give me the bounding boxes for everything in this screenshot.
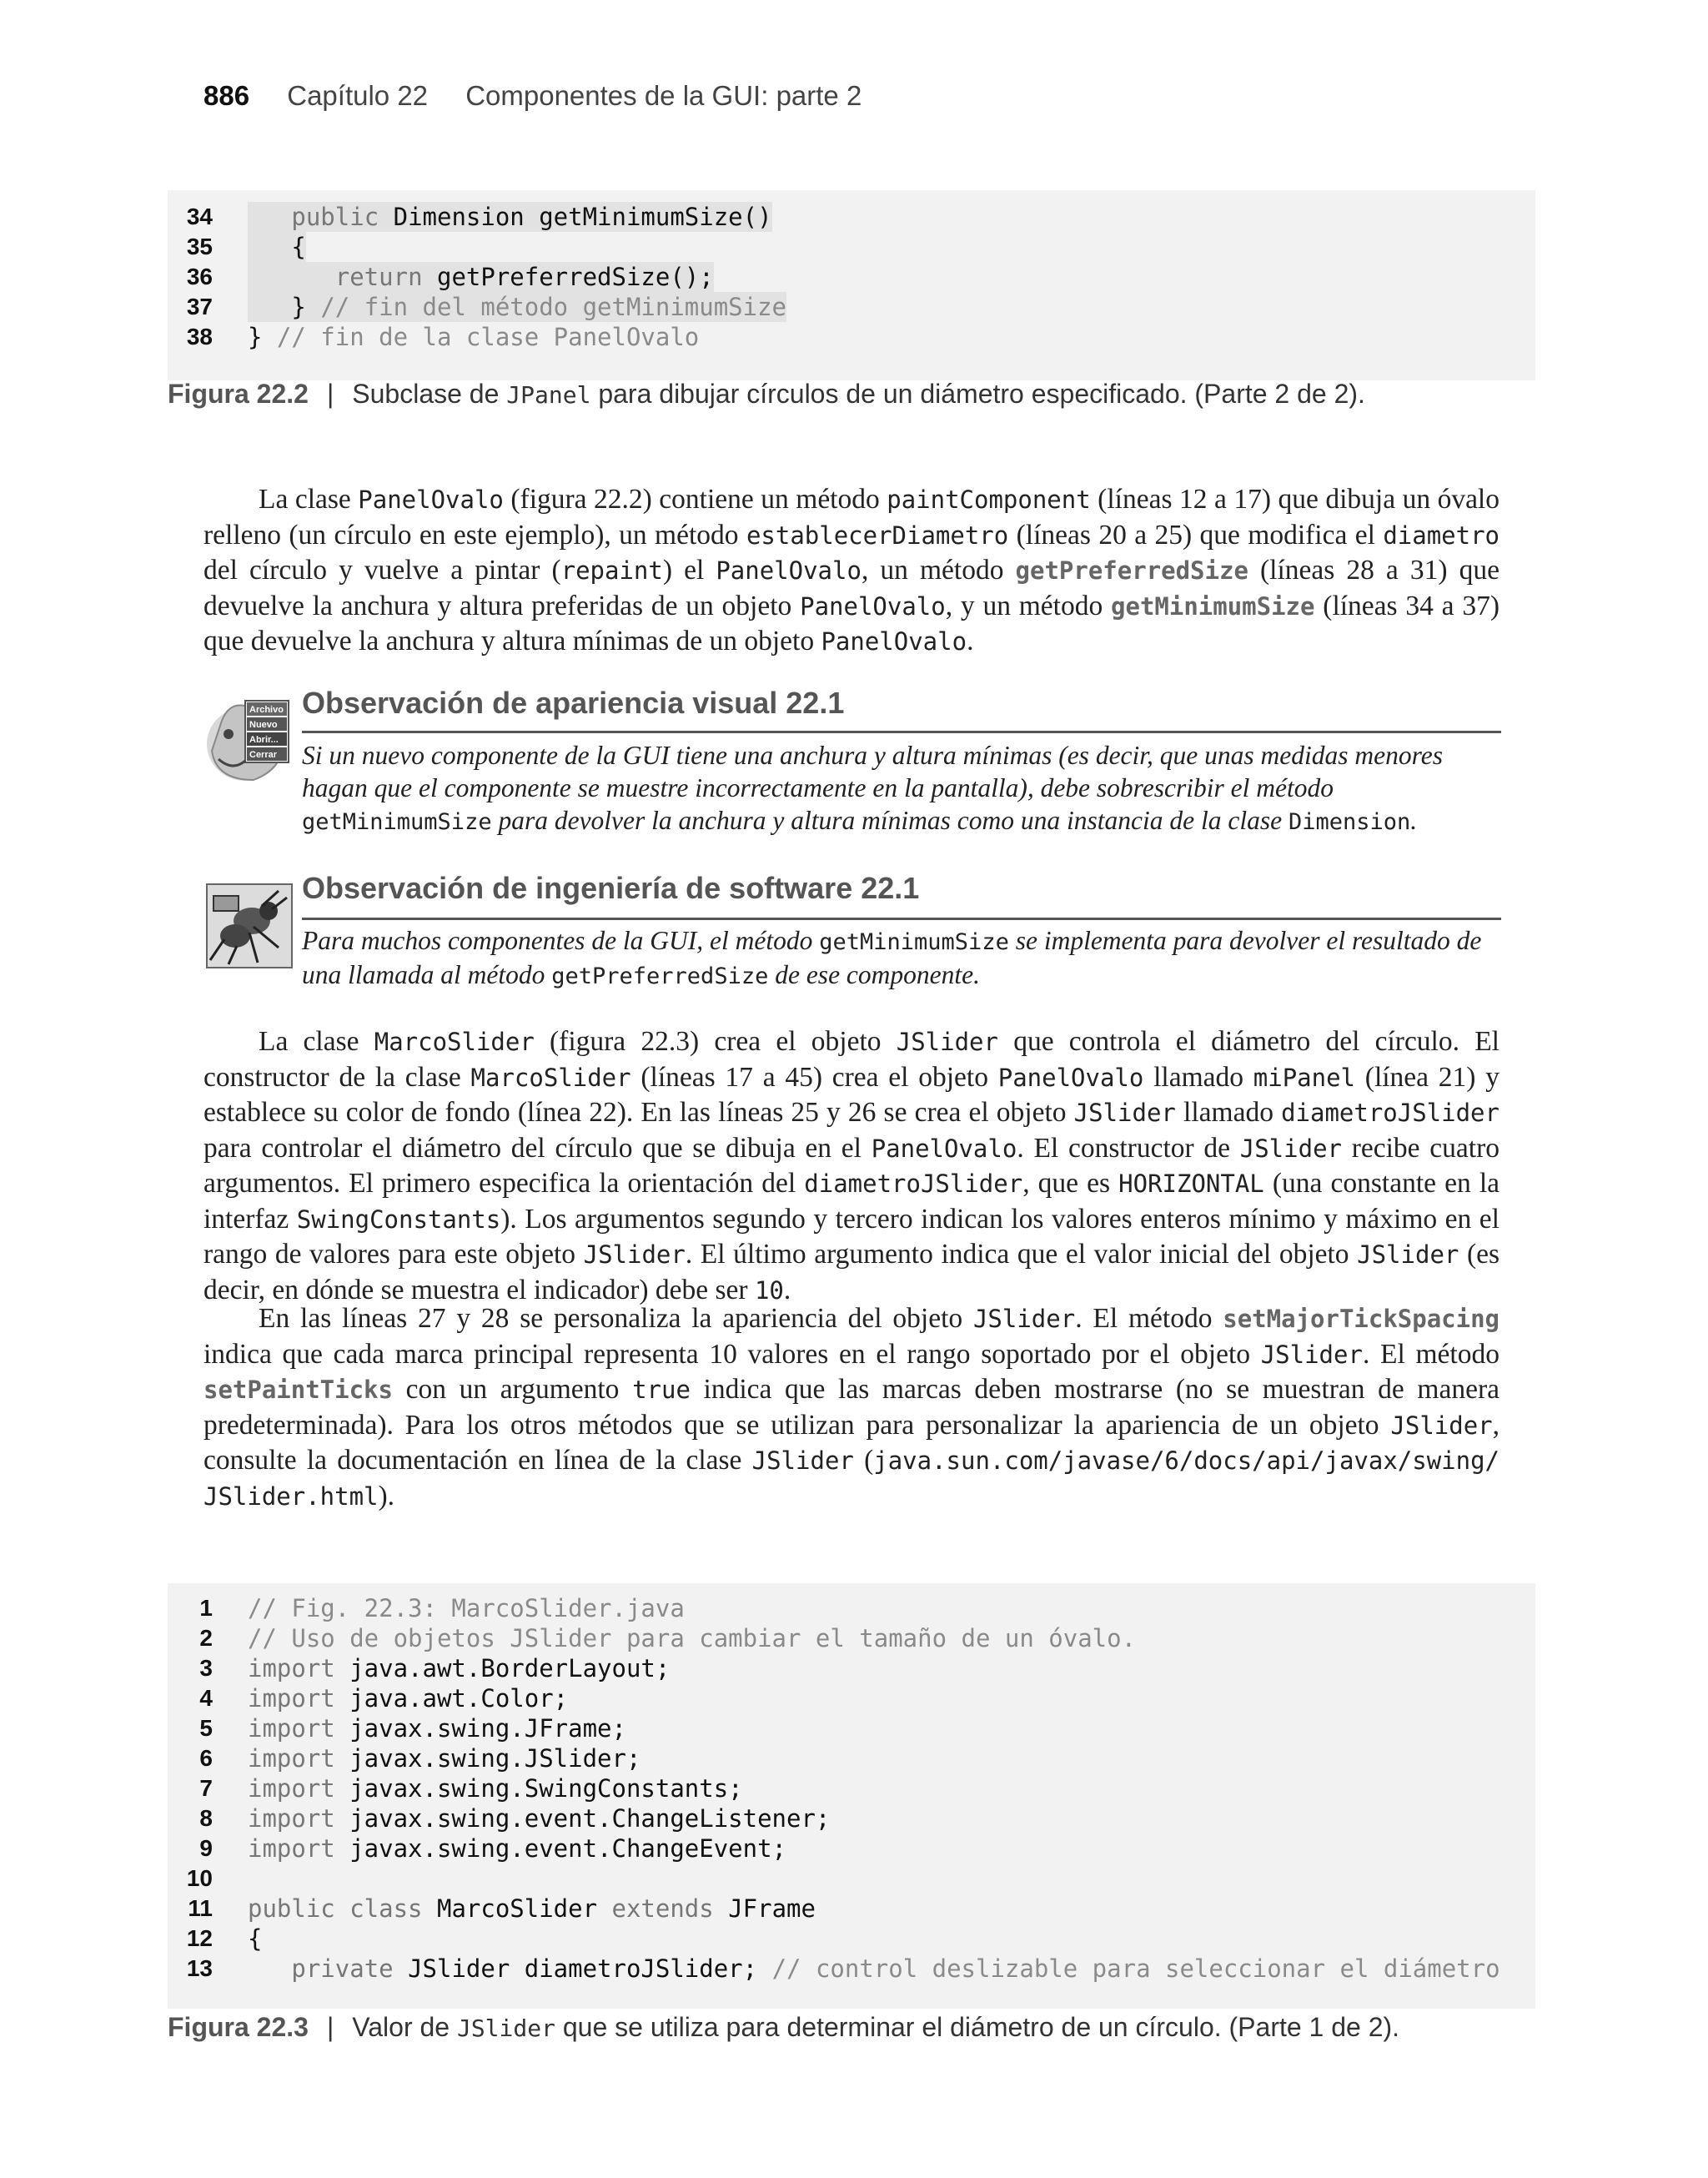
line-number: 36 (186, 264, 213, 289)
inline-code: true (632, 1376, 691, 1404)
text-run: La clase (259, 1026, 374, 1057)
code-text: { (248, 1924, 263, 1953)
code-text: } // fin del método getMinimumSize (248, 292, 786, 322)
code-line (168, 1773, 1535, 1803)
text-run: . (783, 1274, 791, 1305)
inline-code: java.sun.com/javase/6/docs/api/javax/swing/ JSlider.html (203, 1446, 1500, 1511)
inline-code: MarcoSlider (374, 1028, 535, 1056)
text-run: llamado (1175, 1097, 1282, 1128)
menu-item-archivo: Archivo (249, 705, 284, 715)
code-line (168, 1713, 1535, 1743)
inline-code: HORIZONTAL (1118, 1169, 1264, 1198)
tip-title: Observación de apariencia visual 22.1 (302, 686, 845, 720)
text-run: ). Los argumentos segundo y tercero indican los valores enteros mínimo y máximo en el rango de valores para este objeto (203, 1203, 1500, 1270)
inline-code: paintComponent (887, 485, 1091, 514)
body-paragraph-1 (203, 482, 1500, 660)
line-number: 11 (188, 1895, 213, 1921)
code-line (168, 232, 1535, 262)
code-line (168, 202, 1535, 232)
body-paragraph-3 (203, 1301, 1500, 1514)
code-text: import javax.swing.event.ChangeEvent; (248, 1834, 787, 1863)
menu-window-icon (203, 692, 295, 786)
code-line (168, 1623, 1535, 1653)
text-run: Si un nuevo componente de la GUI tiene una anchura y altura mínimas (es decir, que unas medidas menores hagan que el componente se muestre incorrectamente en la pantalla), debe sobrescribir el método (302, 741, 1443, 802)
inline-code: PanelOvalo (871, 1134, 1017, 1163)
figure-caption-22-2: Figura 22.2 | Subclase de JPanel para dibujar círculos de un diámetro especificado. (Parte 2 de 2). (168, 379, 1365, 409)
text-run: La clase (259, 484, 359, 515)
inline-code: JSlider (583, 1240, 686, 1269)
text-run: Para muchos componentes de la GUI, el método (302, 926, 820, 955)
code-text: // Fig. 22.3: MarcoSlider.java (248, 1594, 685, 1622)
line-number: 13 (186, 1955, 213, 1981)
text-run: . El último argumento indica que el valor inicial del objeto (685, 1239, 1358, 1270)
code-text: { (248, 232, 306, 262)
inline-code: JSlider (972, 1305, 1076, 1333)
code-text: private JSlider diametroJSlider; // control deslizable para seleccionar el diámetro (291, 1954, 1500, 1983)
ant-engineer-icon (203, 881, 295, 974)
line-number: 37 (186, 294, 213, 319)
text-run: (líneas 20 a 25) que modifica el (1008, 519, 1384, 551)
text-run: (líneas 17 a 45) crea el objeto (630, 1061, 998, 1093)
text-run: (líneas 28 a 31) que devuelve la anchura y altura preferidas de un objeto (203, 555, 1500, 621)
caption-text-after: para dibujar círculos de un diámetro especificado. (Parte 2 de 2). (590, 379, 1365, 409)
code-line (168, 1653, 1535, 1683)
text-run: . El método (1075, 1303, 1223, 1334)
code-line (168, 1954, 1535, 1984)
text-run: En las líneas 27 y 28 se personaliza la apariencia del objeto (259, 1303, 973, 1334)
tip-divider (302, 731, 1501, 733)
inline-code: PanelOvalo (821, 627, 967, 656)
code-text: public class MarcoSlider extends JFrame (248, 1894, 816, 1923)
text-run: . (967, 626, 974, 656)
inline-code: JSlider (1239, 1134, 1342, 1163)
code-text: return getPreferredSize(); (248, 262, 714, 292)
text-run: ) el (662, 555, 716, 586)
code-text: import javax.swing.event.ChangeListener; (248, 1804, 831, 1833)
code-line (168, 1593, 1535, 1623)
inline-code: getMinimumSize (819, 929, 1009, 955)
caption-text-after: que se utiliza para determinar el diámetro de un círculo. (Parte 1 de 2). (555, 2012, 1400, 2042)
code-line (168, 322, 1535, 352)
chapter-title: Componentes de la GUI: parte 2 (465, 80, 862, 111)
inline-code: establecerDiametro (746, 521, 1009, 550)
text-run: . (1410, 806, 1418, 835)
text-run: con un argumento (392, 1374, 633, 1405)
text-run: , que es (1022, 1168, 1119, 1199)
tip-divider (302, 918, 1501, 920)
code-line (168, 1743, 1535, 1773)
line-number: 5 (199, 1715, 213, 1741)
inline-code: SwingConstants (296, 1205, 501, 1234)
caption-code: JSlider (456, 2015, 555, 2042)
text-run: para controlar el diámetro del círculo que se dibuja en el (203, 1132, 872, 1164)
inline-code: JSlider (896, 1028, 998, 1056)
page-number: 886 (203, 80, 250, 111)
inline-code: JSlider (751, 1446, 854, 1475)
text-run: , y un método (945, 590, 1112, 621)
text-run: (líneas 12 a 17) que dibuja un óvalo relleno (un círculo en este ejemplo), un método (203, 484, 1500, 551)
figure-label: Figura 22.2 (168, 379, 309, 409)
text-run: (es decir, en dónde se muestra el indicador) debe ser (203, 1239, 1500, 1305)
tip-body (302, 739, 1501, 838)
inline-code: getPreferredSize (1015, 556, 1248, 585)
text-run: indica que cada marca principal representa 10 valores en el rango soportado por el objeto (203, 1338, 1261, 1370)
code-listing-bottom (168, 1583, 1535, 2009)
inline-code: JSlider (1390, 1411, 1493, 1440)
code-text: public Dimension getMinimumSize() (248, 202, 772, 232)
figure-caption-22-3: Figura 22.3 | Valor de JSlider que se utiliza para determinar el diámetro de un círculo. (Parte 1 de 2). (168, 2012, 1400, 2042)
inline-code: PanelOvalo (716, 556, 862, 585)
text-run: del círculo y vuelve a pintar ( (203, 555, 561, 586)
line-number: 38 (186, 324, 213, 350)
text-run: indica que las marcas deben mostrarse (no se muestran de manera predeterminada). Para los otros métodos que se utilizan para personalizar la apariencia de un objeto (203, 1374, 1500, 1441)
text-run: . El método (1362, 1338, 1500, 1370)
line-number: 3 (199, 1655, 213, 1681)
code-line (168, 1924, 1535, 1954)
code-text: import javax.swing.JFrame; (248, 1714, 626, 1743)
text-run: de ese componente. (768, 960, 980, 989)
body-paragraph-2 (203, 1024, 1500, 1308)
text-run: ). (378, 1480, 395, 1512)
inline-code: miPanel (1253, 1063, 1356, 1092)
text-run: . El constructor de (1017, 1132, 1240, 1164)
code-line (168, 292, 1535, 322)
caption-code: JPanel (506, 381, 591, 409)
line-number: 4 (199, 1685, 213, 1711)
code-text: import java.awt.BorderLayout; (248, 1654, 671, 1683)
code-line (168, 1803, 1535, 1833)
inline-code: setMajorTickSpacing (1223, 1305, 1500, 1333)
line-number: 10 (186, 1865, 213, 1891)
inline-code: diametro (1383, 521, 1500, 550)
line-number: 9 (199, 1835, 213, 1861)
code-text: // Uso de objetos JSlider para cambiar el tamaño de un óvalo. (248, 1624, 1137, 1652)
inline-code: diametroJSlider (1281, 1099, 1500, 1127)
code-listing-top (168, 190, 1535, 380)
chapter-label: Capítulo 22 (287, 80, 429, 111)
text-run: que controla el diámetro del círculo. El constructor de la clase (203, 1026, 1500, 1093)
line-number: 6 (199, 1745, 213, 1771)
text-run: (figura 22.3) crea el objeto (534, 1026, 897, 1057)
code-line (168, 1833, 1535, 1864)
inline-code: MarcoSlider (470, 1063, 631, 1092)
caption-text-before: Subclase de (352, 379, 507, 409)
code-text: import javax.swing.JSlider; (248, 1744, 641, 1773)
code-line (168, 1683, 1535, 1713)
text-run: , un método (861, 555, 1016, 586)
inline-code: PanelOvalo (997, 1063, 1144, 1092)
text-run: (figura 22.2) contiene un método (503, 484, 887, 515)
code-text: import java.awt.Color; (248, 1684, 569, 1713)
tip-title: Observación de ingeniería de software 22.1 (302, 871, 920, 905)
inline-code: PanelOvalo (358, 485, 504, 514)
inline-code: 10 (754, 1275, 784, 1305)
menu-item-cerrar: Cerrar (249, 750, 278, 760)
line-number: 34 (186, 204, 213, 229)
code-text: import javax.swing.SwingConstants; (248, 1774, 743, 1803)
inline-code: getMinimumSize (302, 809, 492, 835)
menu-item-abrir: Abrir... (249, 735, 279, 745)
code-text: } // fin de la clase PanelOvalo (248, 323, 700, 351)
inline-code: repaint (560, 556, 663, 585)
text-run: (líneas 34 a 37) que devuelve la anchura y altura mínimas de un objeto (203, 590, 1500, 656)
inline-code: Dimension (1288, 809, 1411, 835)
code-line (168, 262, 1535, 292)
line-number: 35 (186, 234, 213, 259)
inline-code: PanelOvalo (800, 591, 946, 621)
text-run: (una constante en la interfaz (203, 1168, 1500, 1235)
running-header (203, 80, 862, 112)
text-run: se implementa para devolver el resultado de una llamada al método (302, 926, 1482, 989)
code-line (168, 1864, 1535, 1894)
inline-code: getMinimumSize (1111, 591, 1315, 621)
line-number: 2 (199, 1625, 213, 1651)
inline-code: JSlider (1260, 1340, 1363, 1369)
tip-body (302, 924, 1501, 993)
inline-code: JSlider (1073, 1099, 1176, 1127)
text-run: para devolver la anchura y altura mínimas como una instancia de la clase (491, 806, 1289, 835)
text-run: llamado (1143, 1061, 1253, 1093)
line-number: 8 (199, 1805, 213, 1831)
inline-code: getPreferredSize (551, 963, 769, 989)
text-run: , consulte la documentación en línea de la clase (203, 1409, 1500, 1476)
caption-text-before: Valor de (352, 2012, 457, 2042)
inline-code: diametroJSlider (804, 1169, 1023, 1198)
inline-code: setPaintTicks (203, 1376, 393, 1404)
text-run: ( (853, 1445, 874, 1476)
menu-item-nuevo: Nuevo (249, 720, 278, 730)
line-number: 12 (186, 1925, 213, 1951)
line-number: 7 (199, 1775, 213, 1801)
inline-code: JSlider (1357, 1240, 1459, 1269)
text-run: (línea 21) y establece su color de fondo (línea 22). En las líneas 25 y 26 se crea el objeto (203, 1061, 1500, 1128)
figure-label: Figura 22.3 (168, 2012, 309, 2042)
code-line (168, 1894, 1535, 1924)
text-run: recibe cuatro argumentos. El primero especifica la orientación del (203, 1132, 1500, 1199)
line-number: 1 (199, 1595, 213, 1621)
